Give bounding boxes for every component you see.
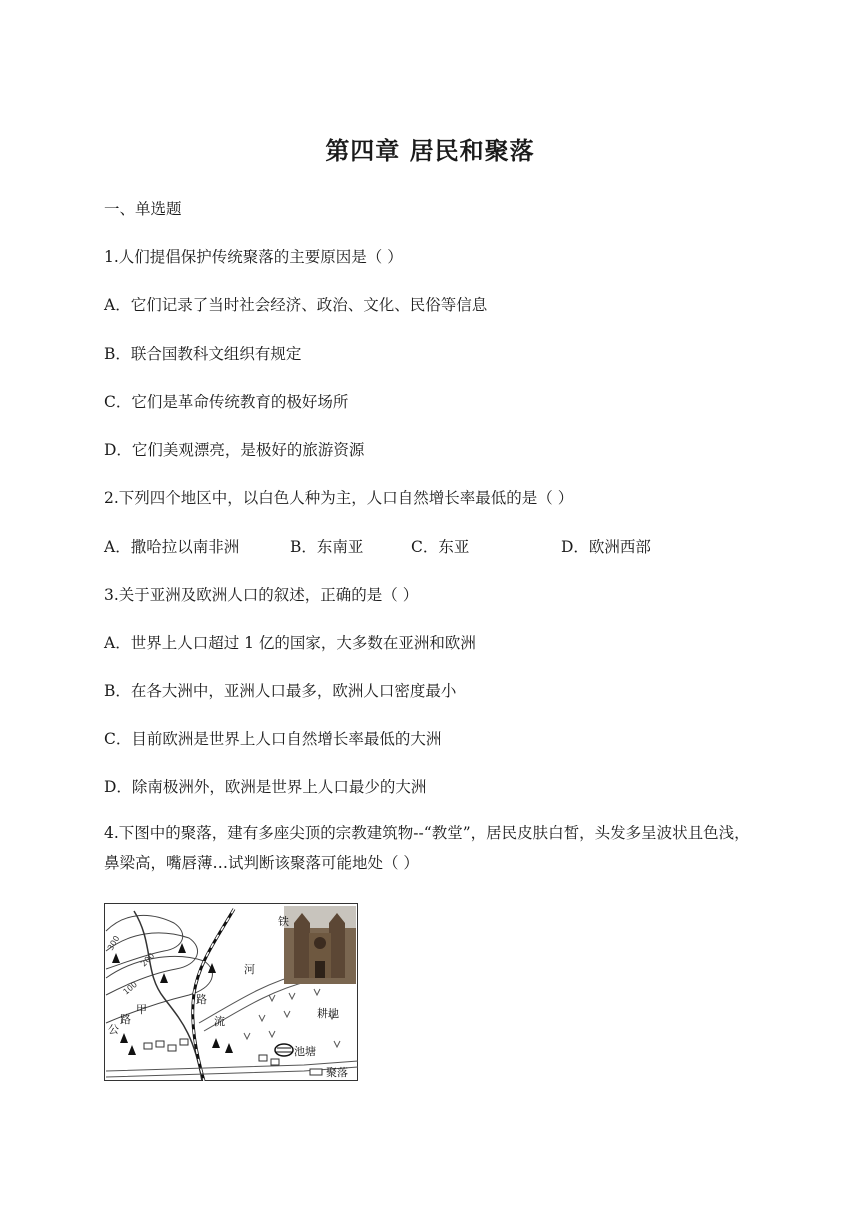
question-2-option-d: D．欧洲西部	[561, 538, 651, 556]
question-3-option-a: A．世界上人口超过 1 亿的国家，大多数在亚洲和欧洲	[104, 634, 476, 652]
question-3-option-d: D．除南极洲外，欧洲是世界上人口最少的大洲	[104, 778, 427, 796]
settlement-map	[104, 903, 358, 1081]
question-1-option-b: B．联合国教科文组织有规定	[104, 345, 302, 363]
highway-label-2: 路	[120, 1013, 131, 1026]
question-1-option-c: C．它们是革命传统教育的极好场所	[104, 393, 349, 411]
railway-label: 铁	[278, 915, 289, 928]
contour-300-label: 300	[105, 934, 122, 952]
pond-label: 池塘	[294, 1045, 316, 1058]
legend-settlement-label: 聚落	[326, 1066, 348, 1079]
question-1-option-a: A．它们记录了当时社会经济、政治、文化、民俗等信息	[104, 296, 488, 314]
question-4-stem: 4.下图中的聚落，建有多座尖顶的宗教建筑物--“教堂”，居民皮肤白皙，头发多呈波状且色浅，鼻梁高，嘴唇薄…试判断该聚落可能地处（ ）	[104, 824, 750, 872]
question-3-stem: 3.关于亚洲及欧洲人口的叙述，正确的是（ ）	[104, 586, 419, 604]
river-label-1: 河	[244, 963, 255, 976]
farmland-label: 耕地	[317, 1007, 339, 1020]
river-label-2: 流	[214, 1015, 225, 1028]
church-photo	[284, 906, 356, 984]
pond-symbol	[275, 1044, 293, 1056]
question-2-option-b: B．东南亚	[290, 538, 364, 556]
question-3-option-c: C．目前欧洲是世界上人口自然增长率最低的大洲	[104, 730, 442, 748]
road-label: 路	[196, 993, 207, 1006]
question-2-stem: 2.下列四个地区中，以白色人种为主，人口自然增长率最低的是（ ）	[104, 489, 574, 507]
legend-settlement-symbol	[310, 1069, 322, 1075]
settlement-map-figure	[104, 903, 358, 1081]
question-2-option-a: A．撒哈拉以南非洲	[104, 538, 240, 556]
highway-label-1: 公	[108, 1023, 119, 1036]
contour-100-label: 100	[121, 979, 139, 997]
section-heading: 一、单选题	[104, 200, 182, 218]
contour-200-label: 200	[139, 951, 157, 969]
question-1-stem: 1.人们提倡保护传统聚落的主要原因是（ ）	[104, 248, 403, 266]
page-title: 第四章 居民和聚落	[325, 137, 535, 165]
question-2-option-c: C．东亚	[411, 538, 470, 556]
question-1-option-d: D．它们美观漂亮，是极好的旅游资源	[104, 441, 365, 459]
village-label: 甲	[136, 1003, 147, 1016]
question-3-option-b: B．在各大洲中，亚洲人口最多，欧洲人口密度最小	[104, 682, 457, 700]
